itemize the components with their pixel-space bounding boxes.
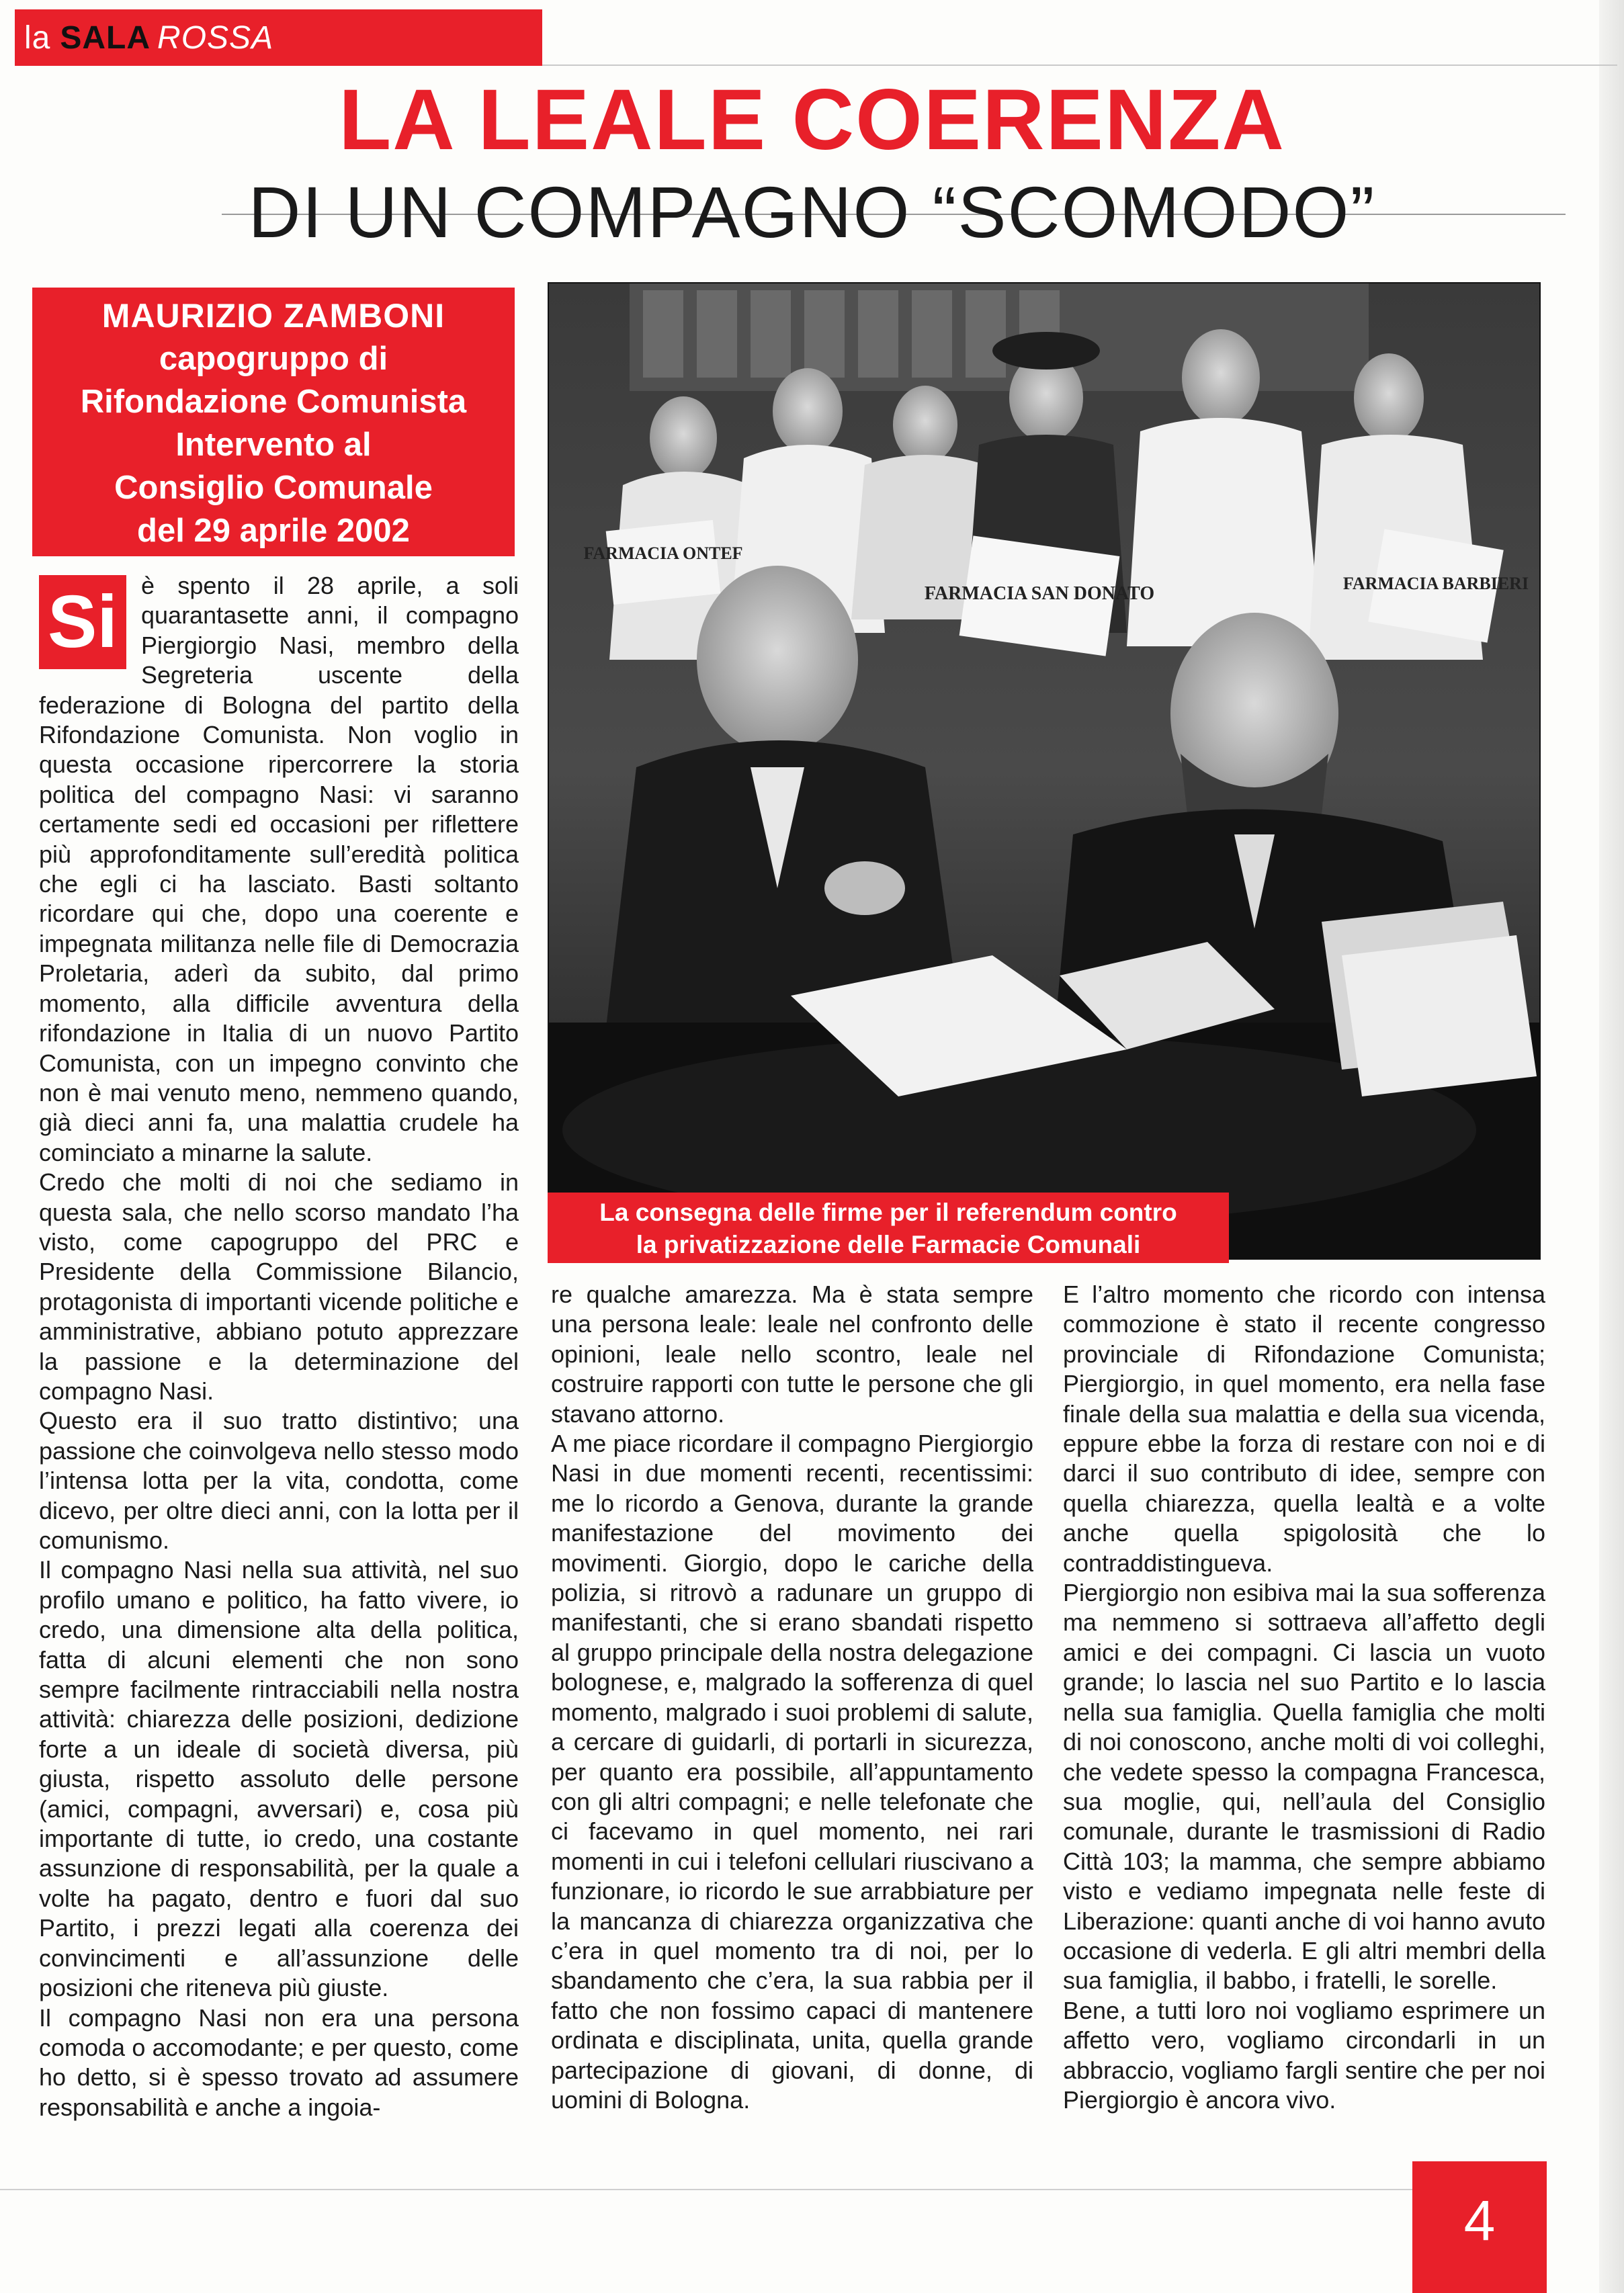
photo-illustration: [549, 284, 1539, 1258]
page-number: 4: [1412, 2161, 1547, 2293]
article-column-2: [551, 1280, 1033, 2115]
paragraph: Piergiorgio non esibiva mai la sua sofferenza ma nemmeno si sottraeva all’affetto degli amici e dei compagni. Ci lascia un vuoto grande; lo lascia nel suo Partito e lo lascia nella sua famiglia. Quella famiglia che molti di noi conoscono, anche molti di voi colleghi, che vedete spesso la compagna Francesca, sua moglie, qui, nell’aula del Consiglio comunale, durante le trasmissioni di Radio Città 103; la mamma, che sempre abbiamo visto e vediamo impegnata nelle feste di Liberazione: quanti anche di voi hanno avuto occasione di vederla. E gli altri membri della sua famiglia, il babbo, i fratelli, le sorelle.: [1063, 1579, 1545, 1995]
paragraph: A me piace ricordare il compagno Piergiorgio Nasi in due momenti recenti, recentissimi: me lo ricordo a Genova, durante la grande manifestazione del movimento dei movimenti. Giorgio, dopo le cariche della polizia, si ritrovò a radunare un gruppo di manifestanti, che si erano sbandati rispetto al gruppo principale della nostra delegazione bolognese, e, malgrado la sofferenza di quel momento, malgrado i suoi problemi di salute, a cercare di guidarli, di portarli in sicurezza, per quanto era possibile, all’appuntamento con gli altri compagni; e nelle telefonate che ci facevamo in quel momento, nei rari momenti in cui i telefoni cellulari riuscivano a funzionare, io ricordo le sue arrabbiature per la mancanza di chiarezza organizzativa che c’era in quel momento tra di noi, per lo sbandamento che c’era, la sua rabbia per il fatto che non fossimo capaci di mantenere ordinata e disciplinata, unita, quella grande partecipazione di giovani, di donne, di uomini di Bologna.: [551, 1430, 1033, 2114]
caption-line1: La consegna delle firme per il referendum contro: [599, 1199, 1177, 1226]
sign-barbieri: FARMACIA BARBIERI: [1342, 574, 1529, 593]
top-rule: [542, 64, 1617, 66]
sign-ontef: FARMACIA ONTEF: [583, 544, 743, 563]
paragraph: Credo che molti di noi che sediamo in questa sala, che nello scorso mandato l’ha visto, come capogruppo del PRC e Presidente della Commissione Bilancio, protagonista di importanti vicende politiche e amministrative, abbiano potuto apprezzare la passione e la determinazione del compagno Nasi.: [39, 1168, 519, 1405]
byline-author: MAURIZIO ZAMBONI: [101, 297, 445, 335]
section-sala: SALA: [60, 19, 151, 56]
paragraph: re qualche amarezza. Ma è stata sempre una persona leale: leale nel confronto delle opinioni, leale nello scontro, leale nel costruire rapporti con tutte le persone che gli stavano attorno.: [551, 1281, 1033, 1428]
article-column-3: [1063, 1280, 1545, 2115]
byline-intervention: Intervento al: [175, 427, 372, 463]
paragraph: Il compagno Nasi non era una persona comoda o accomodante; e per questo, come ho detto, si è spesso trovato ad assumere responsabilità e anche a ingoia-: [39, 2003, 519, 2121]
paragraph: E l’altro momento che ricordo con intensa commozione è stato il recente congresso provinciale di Rifondazione Comunista; Piergiorgio, in quel momento, era nella fase finale della sua malattia e della sua vicenda, eppure ebbe la forza di restare con noi e di darci il suo contributo di idee, sempre con quella chiarezza, quella lealtà e a volte anche quella spigolosità che lo contraddistingueva.: [1063, 1281, 1545, 1577]
caption-line2: la privatizzazione delle Farmacie Comunali: [636, 1231, 1141, 1258]
byline-role: capogruppo di: [159, 341, 388, 377]
section-rossa: ROSSA: [157, 19, 274, 56]
byline-box: [32, 288, 515, 556]
paragraph: Bene, a tutti loro noi vogliamo esprimere un affetto vero, vogliamo circondarli in un abbraccio, vogliamo fargli sentire che per noi Piergiorgio è ancora vivo.: [1063, 1996, 1545, 2114]
byline-party: Rifondazione Comunista: [80, 384, 467, 420]
sign-san-donato: FARMACIA SAN DONATO: [924, 583, 1155, 604]
headline-line1: LA LEALE COERENZA: [339, 72, 1285, 168]
news-photo: [548, 282, 1541, 1260]
byline-date: del 29 aprile 2002: [137, 513, 410, 549]
headline-line2: DI UN COMPAGNO “SCOMODO”: [248, 171, 1376, 253]
drop-cap: Si: [39, 575, 126, 669]
paragraph: Questo era il suo tratto distintivo; una passione che coinvolgeva nello stesso modo l’intensa lotta per la vita, condotta, come dicevo, per oltre dieci anni, con la lotta per il comunismo.: [39, 1407, 519, 1554]
paragraph: Il compagno Nasi nella sua attività, nel suo profilo umano e politico, ha fatto vivere, io credo, una dimensione alta della politica, fatta di alcuni elementi che non sono sempre facilmente rintracciabili nella nostra attività: chiarezza delle posizioni, dedizione forte a un ideale di società diversa, più giusta, rispetto assoluto delle persone (amici, compagni, avversari) e, cosa più importante di tutte, io credo, una costante assunzione di responsabilità, per la quale a volte ha pagato, dentro e fuori dal suo Partito, i prezzi legati alla coerenza dei convincimenti e all’assunzione delle posizioni che riteneva più giuste.: [39, 1556, 519, 2002]
photo-caption: [548, 1193, 1229, 1263]
section-la: la: [24, 19, 51, 56]
bottom-rule: [0, 2189, 1412, 2190]
page-spine: [1599, 0, 1624, 2293]
byline-council: Consiglio Comunale: [114, 470, 433, 506]
article-column-1: [39, 571, 519, 2122]
paragraph: è spento il 28 aprile, a soli quarantasette anni, il compagno Piergiorgio Nasi, membro della Segreteria uscente della federazione di Bologna del partito della Rifondazione Comunista. Non voglio in questa occasione ripercorrere la storia politica del compagno Nasi: vi saranno certamente sedi ed occasioni per riflettere più approfonditamente sull’eredità politica che egli ci ha lasciato. Basti soltanto ricordare qui che, dopo una coerente e impegnata militanza nelle file di Democrazia Proletaria, aderì da subito, dal primo momento, alla difficile avventura della rifondazione in Italia di un nuovo Partito Comunista, con un impegno convinto che non è mai venuto meno, nemmeno quando, già dieci anni fa, una malattia crudele ha cominciato a minarne la salute.: [39, 572, 519, 1166]
section-band: [15, 9, 542, 66]
